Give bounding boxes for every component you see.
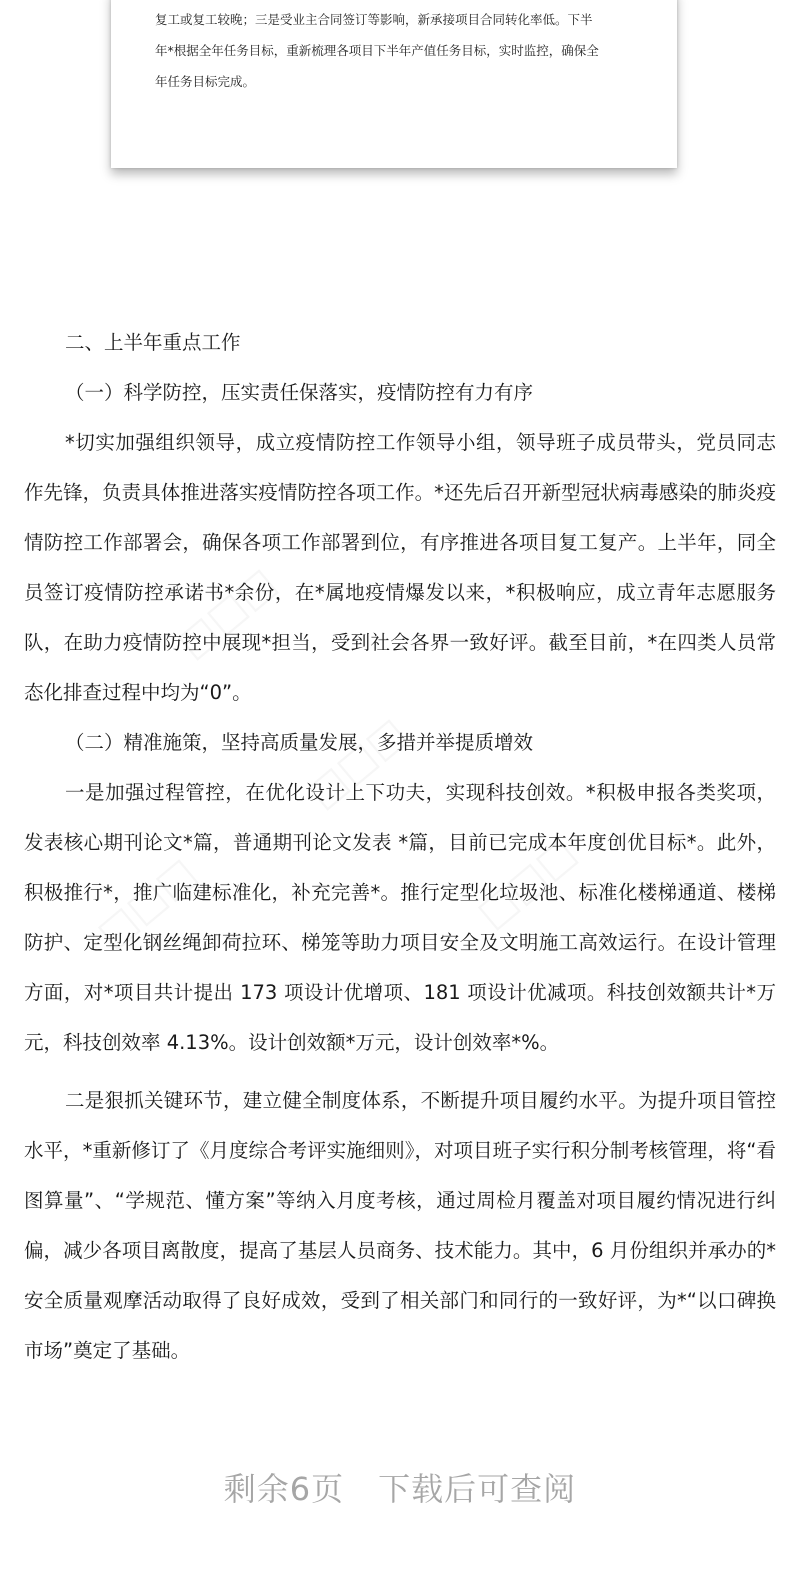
subsection-title-2: （二）精准施策，坚持高质量发展，多措并举提质增效 <box>65 731 534 754</box>
preview-page-card <box>111 0 677 168</box>
preview-line: 年*根据全年任务目标，重新梳理各项目下半年产值任务目标，实时监控，确保全 <box>155 43 599 58</box>
watermark-graphic: □□□ <box>298 708 415 818</box>
watermark-graphic: □□□ <box>88 848 205 958</box>
paragraph-process-control: 一是加强过程管控，在优化设计上下功夫，实现科技创效。*积极申报各类奖项，发表核心期刊论文*篇，普通期刊论文发表 *篇，目前已完成本年度创优目标*。此外，积极推行*，推广临建标准化，补充完善*。推行定型化垃圾池、标准化楼梯通道、楼梯防护、定型化钢丝绳卸荷拉环、梯笼等助力项目安全及文明施工高效运行。在设计管理方面，对*项目共计提出 173 项设计优增项、181 项设计优减项。科技创效额共计*万元，科技创效率 4.13%。设计创效额*万元，设计创效率*%。 <box>24 781 776 1054</box>
paragraph-epidemic-control: *切实加强组织领导，成立疫情防控工作领导小组，领导班子成员带头，党员同志作先锋，负责具体推进落实疫情防控各项工作。*还先后召开新型冠状病毒感染的肺炎疫情防控工作部署会，确保各项工作部署到位，有序推进各项目复工复产。上半年，同全员签订疫情防控承诺书*余份，在*属地疫情爆发以来，*积极响应，成立青年志愿服务队，在助力疫情防控中展现*担当，受到社会各界一致好评。截至目前，*在四类人员常态化排查过程中均为“0”。 <box>24 431 776 704</box>
download-banner[interactable] <box>0 1464 800 1510</box>
watermark-graphic: □□□ <box>168 558 285 668</box>
section-title: 二、上半年重点工作 <box>65 331 241 354</box>
preview-line: 年任务目标完成。 <box>155 74 256 89</box>
document-body <box>24 318 776 1376</box>
preview-line: 复工或复工较晚；三是受业主合同签订等影响，新承接项目合同转化率低。下半 <box>155 12 593 27</box>
watermark-graphic: □□□ <box>468 828 585 938</box>
preview-text <box>155 4 645 97</box>
paragraph-key-links: 二是狠抓关键环节，建立健全制度体系，不断提升项目履约水平。为提升项目管控水平，*重新修订了《月度综合考评实施细则》，对项目班子实行积分制考核管理，将“看图算量”、“学规范、懂方案”等纳入月度考核，通过周检月覆盖对项目履约情况进行纠偏，减少各项目离散度，提高了基层人员商务、技术能力。其中，6 月份组织并承办的*安全质量观摩活动取得了良好成效，受到了相关部门和同行的一致好评，为*“以口碑换市场”奠定了基础。 <box>24 1089 776 1362</box>
download-to-view-label[interactable]: 下载后可查阅 <box>378 1470 577 1508</box>
subsection-title-1: （一）科学防控，压实责任保落实，疫情防控有力有序 <box>65 381 534 404</box>
remaining-pages-label: 剩余6页 <box>223 1470 345 1508</box>
